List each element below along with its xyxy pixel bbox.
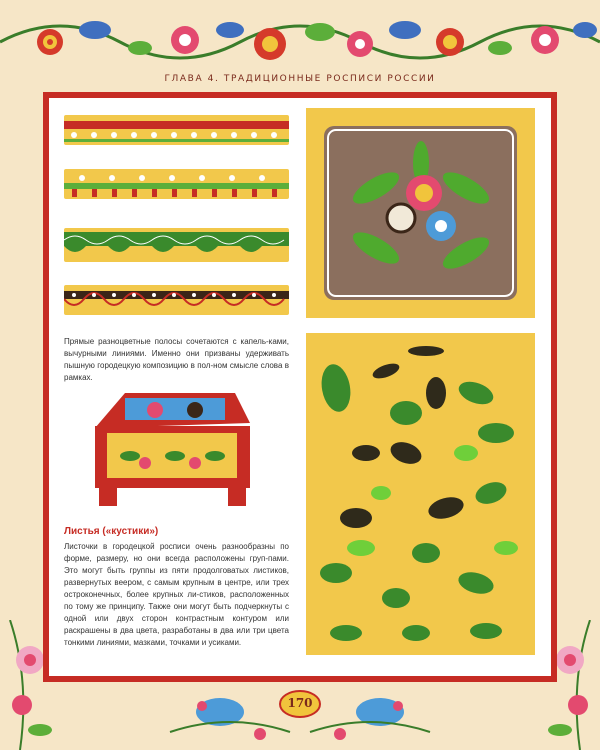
leaves-heading: Листья («кустики») [64,526,159,537]
painted-chest-image [85,388,255,510]
stripe-pattern-green-dots [64,169,289,199]
stripe-pattern-green-scallop [64,228,289,262]
stripe-pattern-red [64,115,289,145]
leaves-description: Листочки в городецкой росписи очень разнообразны по форме, размеру, но они всегда расположены груп-пами. Это могут быть группы из пяти продолговатых листиков, развернутых веером, с самым крупным в центре, или трех остроконечных, более крупных ли-стиков, расположенных по тому же принципу. Также они могут быть подчеркнуты с одной или двух сторон контрастным контуром или раскрашены в два цвета, разработаны в два или три цвета тонкими линиями, мазками, точками и усиками. [64,542,289,647]
painted-panel-leaves [306,333,535,655]
stripes-caption: Прямые разноцветные полосы сочетаются с капель-ками, вычурными линиями. Именно они призваны удерживать пышную городецкую композицию в пол-ном смысле слова в рамках. [64,337,289,382]
page-number: 170 [287,696,313,710]
stripe-pattern-dark-arches [64,285,289,315]
painted-panel-flowers [306,108,535,318]
floral-ornament-top [0,0,600,75]
chapter-title: ГЛАВА 4. ТРАДИЦИОННЫЕ РОСПИСИ РОССИИ [164,74,436,84]
